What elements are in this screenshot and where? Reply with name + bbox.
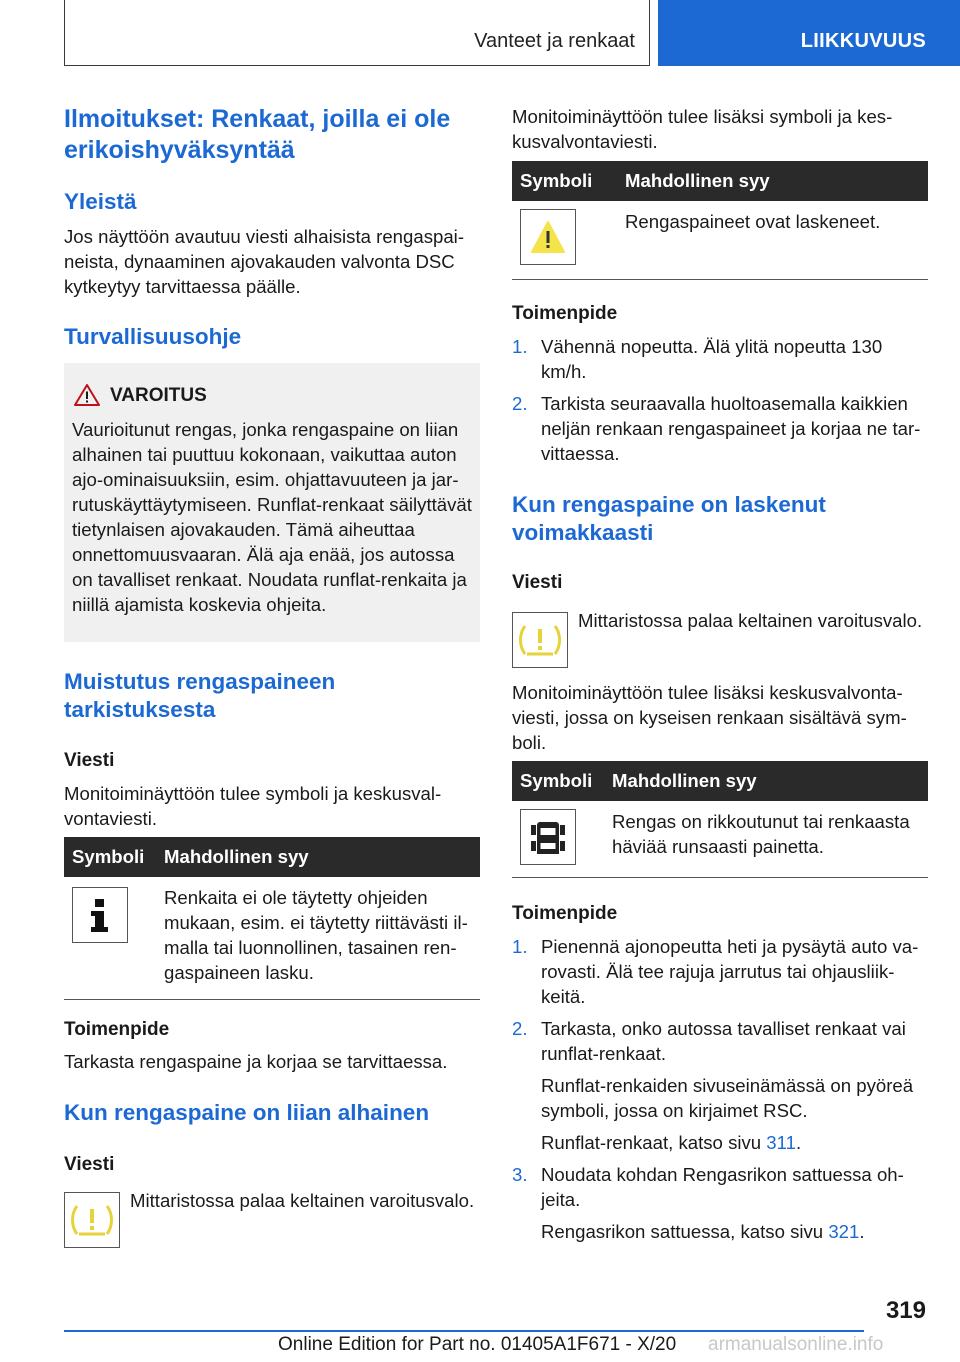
list-item [512,934,928,1009]
table-header-symbol: Symboli [64,837,156,877]
warning-triangle-icon [74,383,100,407]
step-number: 1. [512,936,528,957]
step-reference [541,1130,928,1155]
table-row [64,877,480,1000]
drop-intro-text: Monitoiminäyttöön tulee lisäksi keskusvalvontaviesti, jossa on kyseisen renkaan sisältävä symboli. [512,682,907,753]
table-cause-text: Rengas on rikkoutunut tai renkaasta häviää runsaasti painetta. [604,801,928,878]
reference-text: Rengasrikon sattuessa, katso sivu [541,1221,829,1242]
pressure-drop-heading: Kun rengaspaine on laskenut voimakkaasti [512,492,826,545]
intro-text: Monitoiminäyttöön tulee lisäksi symboli ja keskusvalvontaviesti. [512,106,893,152]
header-section-title: Vanteet ja renkaat [474,30,635,52]
low-message-text: Mittaristossa palaa keltainen varoitusvalo. [130,1190,475,1211]
reminder-message-heading: Viesti [64,750,115,771]
page-link-311[interactable]: 311 [766,1132,796,1153]
watermark: armanualsonline.info [708,1334,884,1355]
step-reference [541,1219,928,1244]
warning-title: VAROITUS [110,385,207,406]
step-number: 1. [512,336,528,357]
symbol-table-tire [512,761,928,878]
action2-heading: Toimenpide [512,903,618,924]
general-text: Jos näyttöön avautuu viesti alhaisista rengaspaineista, dynaaminen ajovakauden valvonta DSC kytkeytyy tarvittaessa päälle. [64,226,465,297]
table-cause-text: Rengaspaineet ovat laskeneet. [617,201,928,280]
table-header-cause: Mahdollinen syy [617,161,928,201]
table-header-symbol: Symboli [512,761,604,801]
table-row [512,801,928,878]
page-link-321[interactable]: 321 [828,1221,860,1242]
tire-pressure-warning-icon [512,612,568,668]
action-heading: Toimenpide [512,303,618,324]
table-header-cause: Mahdollinen syy [156,837,480,877]
header-section-box [64,0,650,66]
action-steps-list [512,334,928,473]
page-title: Ilmoitukset: Renkaat, joilla ei ole erikoishyväksyntää [64,105,451,164]
action2-steps-list [512,934,928,1251]
tire-pressure-warning-icon [64,1192,120,1248]
warning-symbol-icon [520,209,576,265]
step-text: Noudata kohdan Rengasrikon sattuessa ohjeita. [541,1164,904,1210]
list-item [512,334,928,384]
safety-heading: Turvallisuusohje [64,324,242,349]
table-header-cause: Mahdollinen syy [604,761,928,801]
low-message-heading: Viesti [64,1154,115,1175]
list-item [512,1016,928,1155]
step-text: Tarkista seuraavalla huoltoasemalla kaikkien neljän renkaan rengaspaineet ja korjaa ne tarvittaessa. [541,393,921,464]
table-header-symbol: Symboli [512,161,617,201]
reminder-heading: Muistutus rengaspaineen tarkistuksesta [64,669,336,722]
step-subtext: Runflat-renkaiden sivuseinämässä on pyöreä symboli, jossa on kirjaimet RSC. [541,1075,914,1121]
symbol-table-info [64,837,480,1000]
table-cause-text: Renkaita ei ole täytetty ohjeiden mukaan, esim. ei täytetty riittävästi ilmalla tai luonnollinen, tasainen rengaspaineen lasku. [156,877,480,1000]
footer-edition: Online Edition for Part no. 01405A1F671 - X/20 [278,1334,677,1355]
warning-box [64,363,480,642]
step-text: Tarkasta, onko autossa tavalliset renkaat vai runflat-renkaat. [541,1018,906,1064]
low-pressure-heading: Kun rengaspaine on liian alhainen [64,1100,430,1125]
action-heading: Toimenpide [64,1019,170,1040]
step-number: 3. [512,1164,528,1185]
drop-message-heading: Viesti [512,572,563,593]
step-number: 2. [512,1018,528,1039]
warning-text: Vaurioitunut rengas, jonka rengaspaine on liian alhainen tai puuttuu kokonaan, vaikuttaa auton ajo-ominaisuuksiin, esim. ohjattavuuteen ja jarrutuskäyttäytymiseen. Runflat-renkaat säilyttävät tietynlaisen ajovakauden. Tämä aiheuttaa onnettomuusvaaran. Älä aja enää, jos autossa on tavalliset renkaat. Noudata runflat-renkaita ja niillä ajamista koskevia ohjeita. [72,419,472,615]
list-item [512,391,928,466]
reference-end: . [795,1132,802,1153]
symbol-table-warning [512,161,928,280]
reminder-message-text: Monitoiminäyttöön tulee symboli ja keskusvalvontaviesti. [64,783,442,829]
reference-text: Runflat-renkaat, katso sivu [541,1132,767,1153]
drop-message-text: Mittaristossa palaa keltainen varoitusvalo. [578,610,923,631]
step-number: 2. [512,393,528,414]
header-chapter-tab [658,0,960,66]
car-tire-symbol-icon [520,809,576,865]
footer-divider [64,1330,864,1332]
step-text: Vähennä nopeutta. Älä ylitä nopeutta 130 km/h. [541,336,883,382]
table-row [512,201,928,280]
page-number: 319 [885,1297,926,1324]
general-heading: Yleistä [64,189,137,214]
action-text: Tarkasta rengaspaine ja korjaa se tarvittaessa. [64,1051,448,1072]
reference-end: . [859,1221,865,1242]
list-item [512,1162,928,1244]
header-chapter-title: LIIKKUVUUS [800,30,926,52]
info-symbol-icon [72,887,128,943]
step-text: Pienennä ajonopeutta heti ja pysäytä auto varovasti. Älä tee rajuja jarrutus tai ohjausliikkeitä. [541,936,919,1007]
